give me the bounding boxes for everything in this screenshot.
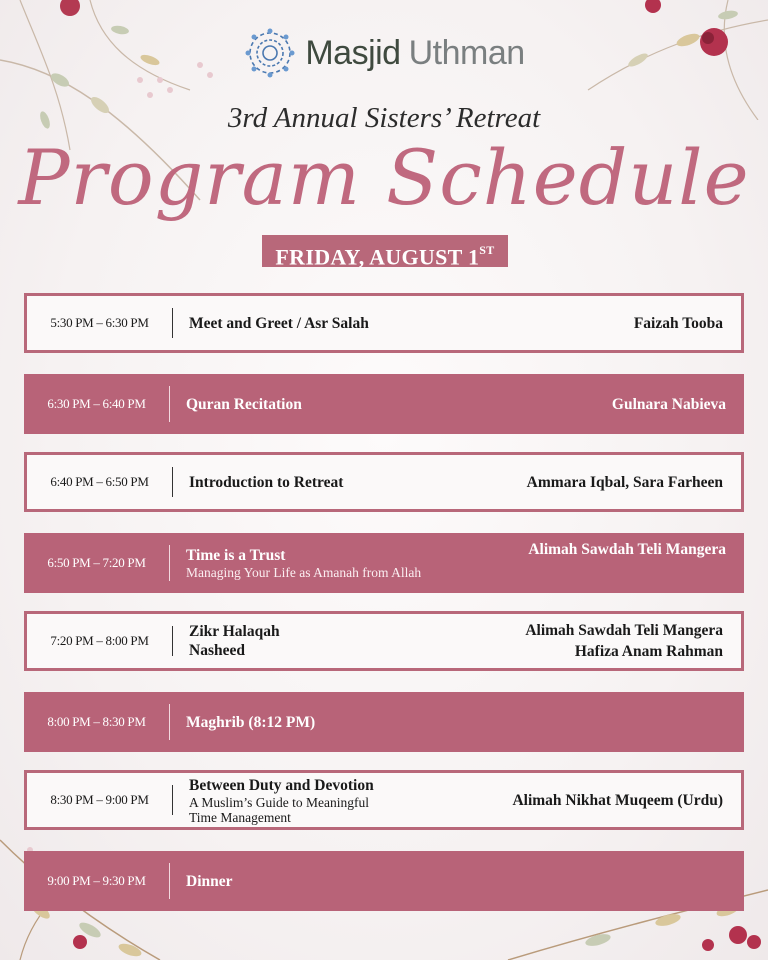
schedule-time: 5:30 PM – 6:30 PM: [50, 315, 149, 330]
row-divider: [172, 467, 173, 497]
schedule-time: 7:20 PM – 8:00 PM: [50, 633, 149, 648]
event-title: Maghrib (8:12 PM): [186, 713, 316, 731]
row-divider: [172, 626, 173, 656]
page-title: Program Schedule: [18, 133, 750, 222]
logo-name-part1: Masjid: [305, 33, 401, 72]
schedule-row: [24, 851, 744, 911]
event-subtitle: Time Management: [189, 809, 291, 825]
speaker-name: Alimah Nikhat Muqeem (Urdu): [512, 791, 723, 809]
schedule-event: [186, 692, 315, 752]
schedule-time: 9:00 PM – 9:30 PM: [47, 873, 146, 888]
schedule-row: [24, 770, 744, 830]
schedule-speakers: [528, 533, 726, 593]
event-title: Time is a Trust: [186, 547, 286, 564]
speaker-name: Gulnara Nabieva: [611, 395, 726, 413]
row-divider: [169, 386, 170, 422]
schedule-speakers: [525, 614, 723, 668]
row-divider: [169, 863, 170, 899]
schedule-event: [186, 374, 302, 434]
row-divider: [169, 704, 170, 740]
schedule-speakers: [612, 374, 726, 434]
speaker-name: Ammara Iqbal, Sara Farheen: [526, 473, 723, 491]
schedule-event: [189, 296, 369, 350]
schedule-row: [24, 452, 744, 512]
schedule-time: 6:40 PM – 6:50 PM: [50, 474, 149, 489]
event-title: Quran Recitation: [186, 395, 302, 413]
event-title: Nasheed: [189, 642, 245, 659]
speaker-name: Faizah Tooba: [633, 314, 723, 332]
schedule-row: [24, 374, 744, 434]
schedule-time: 6:30 PM – 6:40 PM: [47, 396, 146, 411]
logo-name-part2: Uthman: [408, 33, 525, 72]
event-title: Meet and Greet / Asr Salah: [189, 314, 369, 332]
schedule-event: [186, 533, 421, 593]
schedule-speakers: [634, 296, 723, 350]
event-subtitle: Managing Your Life as Amanah from Allah: [186, 565, 422, 580]
schedule-row: [24, 293, 744, 353]
schedule-time: 8:30 PM – 9:00 PM: [50, 792, 149, 807]
event-title: Dinner: [186, 872, 233, 890]
schedule-row: [24, 611, 744, 671]
event-title: Zikr Halaqah: [189, 623, 280, 640]
speaker-name: Alimah Sawdah Teli Mangera: [528, 541, 726, 558]
event-title: Introduction to Retreat: [189, 473, 344, 491]
schedule-row: [24, 533, 744, 593]
schedule-row: [24, 692, 744, 752]
date-suffix: ST: [479, 243, 495, 257]
schedule-event: [186, 851, 233, 911]
schedule-event: [189, 455, 343, 509]
row-divider: [172, 785, 173, 815]
masjid-logo: [0, 26, 768, 82]
row-divider: [169, 545, 170, 581]
event-subtitle: A Muslim’s Guide to Meaningful: [189, 794, 369, 810]
schedule-event: [189, 773, 374, 827]
schedule-speakers: [512, 773, 723, 827]
event-subtitle: 3rd Annual Sisters’ Retreat: [227, 102, 541, 134]
date-text: FRIDAY, AUGUST 1: [275, 244, 480, 270]
mandala-logo-icon: [243, 26, 297, 80]
schedule-speakers: [527, 455, 723, 509]
schedule-event: [189, 614, 280, 668]
event-title: Between Duty and Devotion: [189, 776, 374, 794]
date-badge: [262, 235, 508, 270]
row-divider: [172, 308, 173, 338]
schedule-time: 6:50 PM – 7:20 PM: [47, 555, 146, 570]
speaker-name: Hafiza Anam Rahman: [574, 643, 723, 660]
schedule-time: 8:00 PM – 8:30 PM: [47, 714, 146, 729]
speaker-name: Alimah Sawdah Teli Mangera: [525, 622, 723, 639]
